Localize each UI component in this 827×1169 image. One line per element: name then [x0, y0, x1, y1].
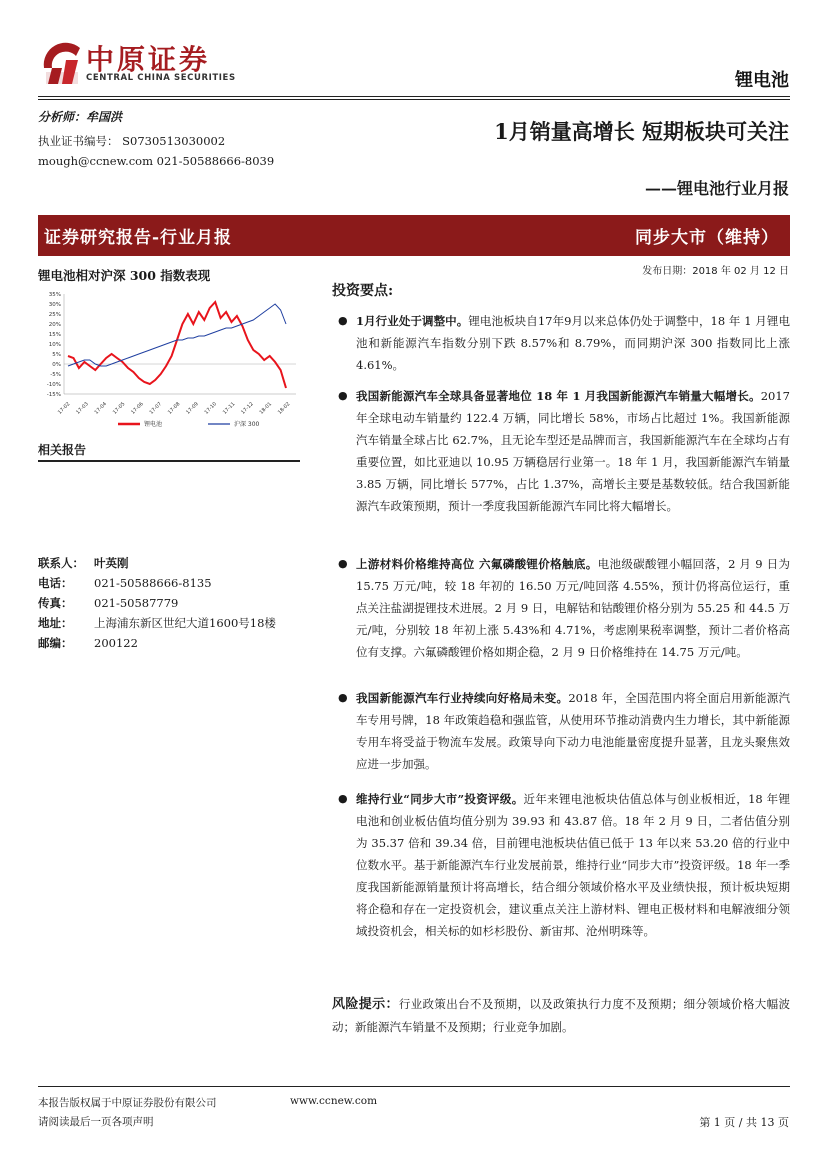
- key-point: [338, 310, 790, 376]
- y-tick-label: 15%: [48, 332, 61, 338]
- bullet-icon: ●: [338, 314, 348, 327]
- analyst-name: 分析师：牟国洪: [38, 110, 123, 124]
- publish-date: 发布日期：2018 年 02 月 12 日: [642, 266, 789, 277]
- chart-series: [68, 302, 286, 388]
- rating-label: 同步大市（维持）: [635, 228, 779, 248]
- contact-phone-label: 电话：: [38, 576, 73, 590]
- x-tick-label: 17-08: [166, 401, 182, 416]
- report-subtitle: ——锂电池行业月报: [644, 179, 789, 198]
- x-tick-label: 17-11: [221, 401, 237, 416]
- key-point-body: 电池级碳酸锂小幅回落，2 月 9 日为 15.75 万元/吨，较 18 年初的 16.50 万元/吨回落 4.55%，预计仍将高位运行，重点关注盐湖提锂技术进展。2 月 9 日，电解钴和钴酸锂价格分别为 55.25 和 44.5 万元/吨，分别较 18 年初上涨 5.43%和 4.71%，考虑刚果税率调整，预计二者价格高位有支撑。六氟磷酸锂价格如期企稳，2 月 9 日价格维持在 14.75 万元/吨。: [356, 557, 790, 659]
- y-tick-label: 5%: [52, 352, 61, 358]
- legend-label: 沪深 300: [234, 421, 260, 428]
- contact-block: [38, 553, 276, 653]
- contact-fax: 021-50587779: [94, 596, 179, 610]
- series-line-lithium: [68, 302, 286, 388]
- key-point: [338, 788, 790, 942]
- y-tick-label: 25%: [48, 312, 61, 318]
- key-point-body: 锂电池板块自17年9月以来总体仍处于调整中，18 年 1 月锂电池和新能源汽车指数分别下跌 8.57%和 8.79%，而同期沪深 300 指数同比上涨 4.61%。: [356, 314, 790, 372]
- contact-address: 上海浦东新区世纪大道1600号18楼: [94, 616, 276, 630]
- x-tick-label: 17-06: [130, 401, 145, 416]
- x-tick-label: 18-01: [258, 401, 274, 416]
- analyst-cert: 执业证书编号： S0730513030002: [38, 134, 226, 148]
- contact-person: 叶英刚: [94, 556, 129, 570]
- related-reports-divider: [38, 460, 300, 462]
- footer-disclaimer: 请阅读最后一页各项声明: [38, 1116, 154, 1128]
- chart-legend: [118, 420, 260, 428]
- chart-x-axis: [57, 401, 292, 416]
- performance-chart: [38, 286, 300, 432]
- contact-person-label: 联系人：: [38, 556, 84, 570]
- header-divider: [38, 96, 790, 97]
- bullet-icon: ●: [338, 557, 348, 570]
- key-points-title: 投资要点:: [332, 283, 394, 299]
- y-tick-label: -5%: [50, 372, 61, 378]
- x-tick-label: 18-02: [276, 401, 292, 416]
- report-type-label: 证券研究报告-行业月报: [44, 228, 233, 248]
- x-tick-label: 17-05: [111, 401, 127, 416]
- key-point: [338, 687, 790, 775]
- x-tick-label: 17-04: [93, 401, 109, 416]
- footer-url: www.ccnew.com: [290, 1095, 378, 1107]
- contact-zip-label: 邮编：: [38, 636, 73, 650]
- risk-warning: [332, 993, 790, 1038]
- contact-zip-row: [38, 633, 276, 653]
- y-tick-label: 0%: [52, 362, 61, 368]
- bullet-icon: ●: [338, 389, 348, 402]
- contact-zip: 200122: [94, 636, 138, 650]
- y-tick-label: -10%: [46, 382, 61, 388]
- risk-body: 行业政策出台不及预期，以及政策执行力度不及预期；细分领域价格大幅波动；新能源汽车销量不及预期；行业竞争加剧。: [332, 997, 790, 1034]
- key-point: [338, 553, 790, 663]
- industry-tag: 锂电池: [735, 70, 789, 91]
- y-tick-label: 20%: [48, 322, 61, 328]
- key-point-heading: 我国新能源汽车全球具备显著地位 18 年 1 月我国新能源汽车销量大幅增长。: [356, 389, 761, 403]
- x-tick-label: 17-07: [148, 401, 164, 416]
- contact-address-row: [38, 613, 276, 633]
- bullet-icon: ●: [338, 792, 348, 805]
- chart-y-axis: [47, 292, 61, 398]
- company-name-cn: 中原证券: [86, 43, 211, 76]
- x-tick-label: 17-12: [240, 401, 255, 416]
- legend-label: 锂电池: [144, 421, 163, 428]
- y-tick-label: 30%: [48, 302, 61, 308]
- x-tick-label: 17-10: [203, 401, 219, 416]
- contact-phone-row: [38, 573, 276, 593]
- key-point-heading: 维持行业“同步大市”投资评级。: [356, 792, 524, 806]
- analyst-contact: mough@ccnew.com 021-50588666-8039: [38, 154, 275, 168]
- y-tick-label: 10%: [48, 342, 61, 348]
- report-title: 1月销量高增长 短期板块可关注: [494, 119, 789, 144]
- related-reports-title: 相关报告: [38, 443, 87, 457]
- contact-fax-label: 传真：: [38, 596, 73, 610]
- chart-grid: [64, 294, 296, 394]
- series-line-hs300: [68, 304, 286, 366]
- contact-address-label: 地址：: [38, 616, 73, 630]
- chart-title: 锂电池相对沪深 300 指数表现: [38, 268, 211, 283]
- key-point: [338, 385, 790, 517]
- contact-phone: 021-50588666-8135: [94, 576, 212, 590]
- footer-copyright: 本报告版权属于中原证券股份有限公司: [38, 1097, 217, 1109]
- x-tick-label: 17-02: [56, 401, 72, 416]
- key-point-body: 近年来锂电池板块估值总体与创业板相近，18 年锂电池和创业板估值均值分别为 39.93 和 43.87 倍。18 年 2 月 9 日，二者估值分别为 35.37 倍和 39.34 倍，目前锂电池板块估值已低于 13 年以来 53.20 倍的行业中位数水平。基于新能源汽车行业发展前景，维持行业“同步大市”投资评级。18 年一季度我国新能源销量预计将高增长，结合细分领域价格水平及业绩快报，预计板块短期将企稳和存在一定投资机会，建议重点关注上游材料、锂电正极材料和电解液细分领域投资机会，相关标的如杉杉股份、新宙邦、沧州明珠等。: [356, 792, 790, 938]
- y-tick-label: -15%: [46, 392, 61, 398]
- key-point-heading: 上游材料价格维持高位 六氟磷酸锂价格触底。: [356, 557, 598, 571]
- key-point-heading: 我国新能源汽车行业持续向好格局未变。: [356, 691, 569, 705]
- key-point-body: 2017 年全球电动车销量约 122.4 万辆，同比增长 58%，市场占比超过 1%。我国新能源汽车销量全球占比 62.7%，且无论车型还是品牌而言，我国新能源汽车在全球均占有重要位置，如比亚迪以 10.95 万辆稳居行业第一。18 年 1 月，我国新能源汽车销量 3.85 万辆，同比增长 577%，占比 1.37%，高增长主要是基数较低。结合我国新能源汽车政策预期，预计一季度我国新能源汽车同比将大幅增长。: [356, 389, 790, 513]
- x-tick-label: 17-09: [185, 401, 200, 416]
- y-tick-label: 35%: [48, 292, 61, 298]
- page-number: 第 1 页 / 共 13 页: [699, 1116, 789, 1129]
- bullet-icon: ●: [338, 691, 348, 704]
- key-point-body: 2018 年，全国范围内将全面启用新能源汽车专用号牌，18 年政策趋稳和强监管，从使用环节推动消费内生力增长，其中新能源专用车将受益于物流车发展。政策导向下动力电池能量密度提升显著，且龙头聚焦效应进一步加强。: [356, 691, 791, 771]
- key-point-heading: 1月行业处于调整中。: [356, 314, 469, 328]
- x-tick-label: 17-03: [75, 401, 90, 416]
- header-divider-thin: [38, 99, 790, 100]
- footer-divider: [38, 1086, 790, 1087]
- risk-label: 风险提示：: [332, 997, 399, 1012]
- contact-fax-row: [38, 593, 276, 613]
- contact-person-row: [38, 553, 276, 573]
- company-name-en: CENTRAL CHINA SECURITIES: [86, 73, 236, 83]
